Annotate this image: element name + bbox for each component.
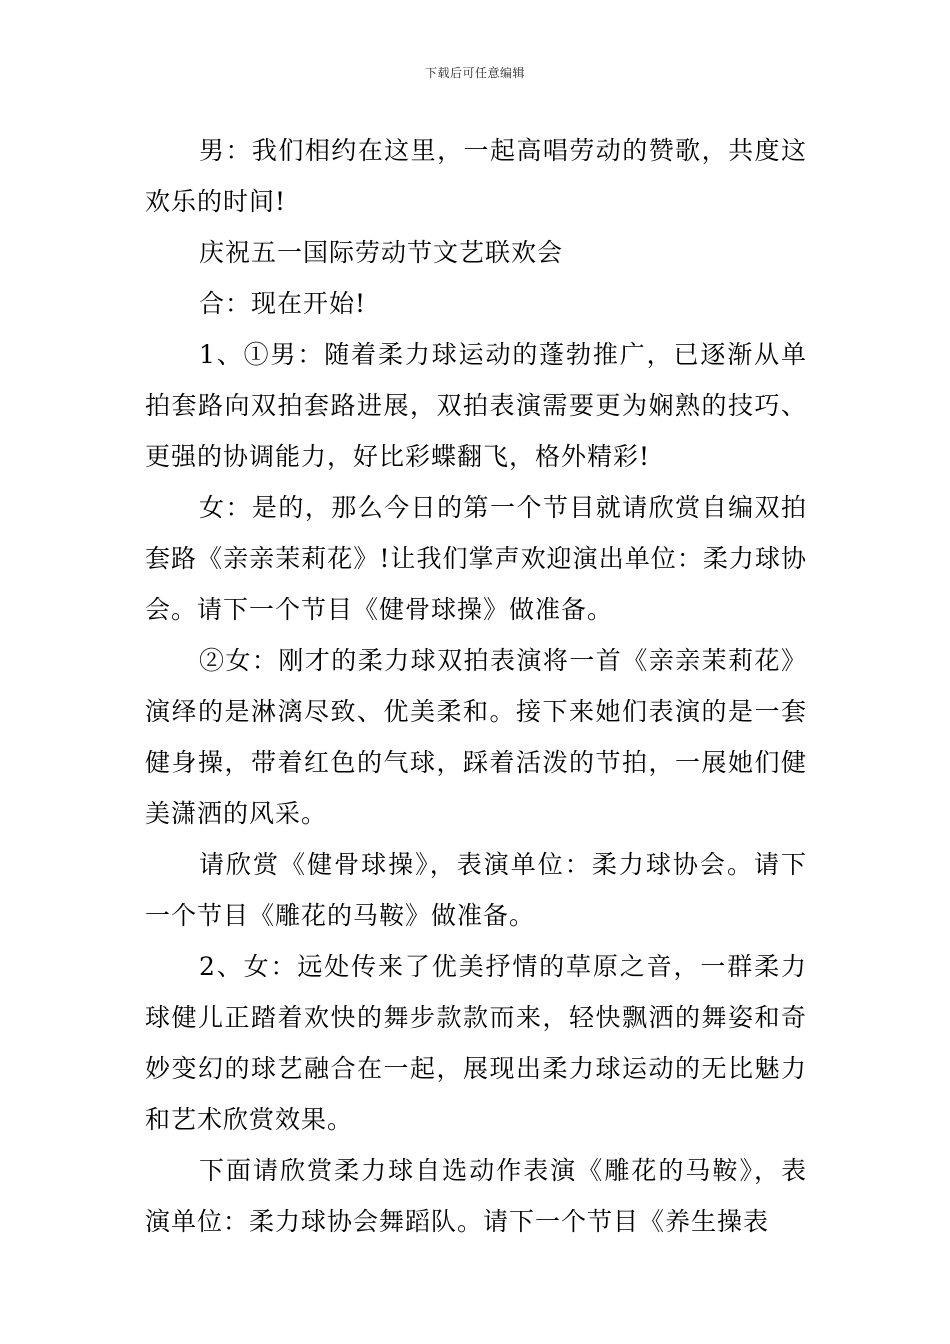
paragraph: 男：我们相约在这里，一起高唱劳动的赞歌，共度这欢乐的时间! [145,136,807,216]
section-title: 庆祝五一国际劳动节文艺联欢会 [199,238,564,267]
paragraph: 2、女：远处传来了优美抒情的草原之音，一群柔力球健儿正踏着欢快的舞步款款而来，轻快飘洒的舞姿和奇妙变幻的球艺融合在一起，展现出柔力球运动的无比魅力和艺术欣赏效果。 [145,952,807,1134]
paragraph: ②女：刚才的柔力球双拍表演将一首《亲亲茉莉花》演绎的是淋漓尽致、优美柔和。接下来她们表演的是一套健身操，带着红色的气球，踩着活泼的节拍，一展她们健美潇洒的风采。 [145,646,807,828]
paragraph: 1、①男：随着柔力球运动的蓬勃推广，已逐渐从单拍套路向双拍套路进展，双拍表演需要更为娴熟的技巧、更强的协调能力，好比彩蝶翻飞，格外精彩! [145,340,807,471]
page-header: 下载后可任意编辑 [424,66,525,80]
document-body [145,125,807,1247]
paragraph: 女：是的，那么今日的第一个节目就请欣赏自编双拍套路《亲亲茉莉花》!让我们掌声欢迎演出单位：柔力球协会。请下一个节目《健骨球操》做准备。 [145,493,807,624]
paragraph: 下面请欣赏柔力球自选动作表演《雕花的马鞍》，表演单位：柔力球协会舞蹈队。请下一个节目《养生操表 [145,1156,807,1236]
paragraph: 请欣赏《健骨球操》，表演单位：柔力球协会。请下一个节目《雕花的马鞍》做准备。 [145,850,807,930]
paragraph: 合：现在开始! [199,289,367,318]
